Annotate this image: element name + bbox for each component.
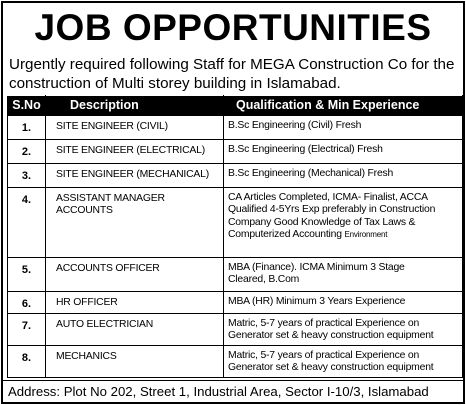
header-qualification-label: Qualification [236, 98, 312, 112]
table-row [8, 140, 463, 164]
row-qualification-text: MBA (Finance). ICMA Minimum 3 Stage Cleared, B.Com [228, 262, 405, 286]
row-description: HR OFFICER [46, 292, 224, 314]
row-qualification [224, 258, 463, 292]
row-sno: 4. [8, 188, 46, 258]
row-description: ACCOUNTS OFFICER [46, 258, 224, 292]
header-sno: S.No [8, 96, 46, 116]
row-description: MECHANICS [46, 346, 224, 378]
jobs-table [7, 95, 463, 378]
row-qualification-note: Environment [344, 230, 388, 240]
row-description-text: ASSISTANT MANAGER ACCOUNTS [56, 193, 165, 217]
row-qualification [224, 188, 463, 258]
table-row [8, 116, 463, 140]
header-experience-label: & Min Experience [315, 98, 420, 112]
header-description [46, 96, 224, 116]
header-description-label: Description [70, 98, 139, 112]
table-header-row [8, 96, 463, 116]
table-row [8, 258, 463, 292]
row-qualification: Matric, 5-7 years of practical Experience on Generator set & heavy construction equipment [224, 314, 463, 346]
table-row [8, 314, 463, 346]
ad-intro-text: Urgently required following Staff for MEGA Construction Co for the construction of Multi storey building in Islamabad. [9, 56, 455, 92]
row-qualification: B.Sc Engineering (Electrical) Fresh [224, 140, 463, 164]
row-description [46, 188, 224, 258]
row-description: SITE ENGINEER (ELECTRICAL) [46, 140, 224, 164]
table-row [8, 164, 463, 188]
row-description: AUTO ELECTRICIAN [46, 314, 224, 346]
row-qualification: B.Sc Engineering (Mechanical) Fresh [224, 164, 463, 188]
row-qualification: B.Sc Engineering (Civil) Fresh [224, 116, 463, 140]
row-sno: 7. [8, 314, 46, 346]
table-row [8, 188, 463, 258]
row-description: SITE ENGINEER (CIVIL) [46, 116, 224, 140]
row-sno: 3. [8, 164, 46, 188]
ad-address: Address: Plot No 202, Street 1, Industrial Area, Sector I-10/3, Islamabad [3, 380, 463, 402]
row-qualification-text: CA Articles Completed, ICMA- Finalist, ACCA Qualified 4-5Yrs Exp preferably in Construction Company Good Knowledge of Tax Laws & Computerized Accounting [228, 192, 436, 241]
table-row [8, 292, 463, 314]
table-row [8, 346, 463, 378]
row-description: SITE ENGINEER (MECHANICAL) [46, 164, 224, 188]
row-sno: 6. [8, 292, 46, 314]
row-sno: 2. [8, 140, 46, 164]
row-sno: 5. [8, 258, 46, 292]
row-qualification: MBA (HR) Minimum 3 Years Experience [224, 292, 463, 314]
job-advertisement [1, 1, 465, 404]
row-sno: 1. [8, 116, 46, 140]
ad-title: JOB OPPORTUNITIES [34, 7, 432, 48]
header-qualification [224, 96, 463, 116]
row-qualification: Matric, 5-7 years of practical Experience on Generator set & heavy construction equipment [224, 346, 463, 378]
row-sno: 8. [8, 346, 46, 378]
